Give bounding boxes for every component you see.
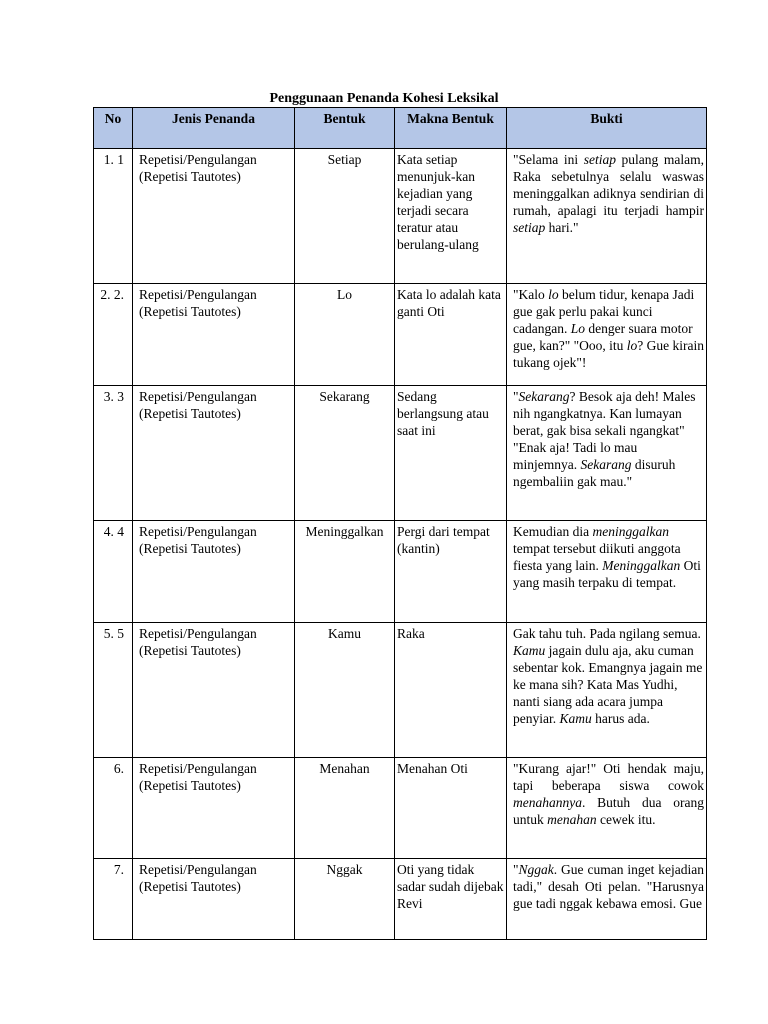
- cell-jenis: Repetisi/Pengulangan (Repetisi Tautotes): [133, 623, 295, 758]
- cell-bukti: "Kalo lo belum tidur, kenapa Jadi gue gak perlu pakai kunci cadangan. Lo denger suara motor gue, kan?" "Ooo, itu lo? Gue kirain tukang ojek"!: [507, 284, 707, 386]
- table-row: [94, 386, 707, 521]
- cell-makna: Oti yang tidak sadar sudah dijebak Revi: [395, 859, 507, 940]
- cell-no: 6.: [94, 758, 133, 859]
- table-row: [94, 521, 707, 623]
- cell-no: 3. 3: [94, 386, 133, 521]
- header-bentuk: Bentuk: [295, 108, 395, 149]
- cell-bentuk: Kamu: [295, 623, 395, 758]
- cell-makna: Kata lo adalah kata ganti Oti: [395, 284, 507, 386]
- cohesion-table: [93, 107, 707, 940]
- cell-makna: Pergi dari tempat (kantin): [395, 521, 507, 623]
- header-row: [94, 108, 707, 149]
- cell-no: 4. 4: [94, 521, 133, 623]
- cell-jenis: Repetisi/Pengulangan (Repetisi Tautotes): [133, 386, 295, 521]
- cell-bukti: "Sekarang? Besok aja deh! Males nih ngangkatnya. Kan lumayan berat, gak bisa sekali ngangkat" "Enak aja! Tadi lo mau minjemnya. Sekarang disuruh ngembaliin gak mau.": [507, 386, 707, 521]
- table-row: [94, 623, 707, 758]
- cell-jenis: Repetisi/Pengulangan (Repetisi Tautotes): [133, 859, 295, 940]
- cell-no: 5. 5: [94, 623, 133, 758]
- cell-bentuk: Sekarang: [295, 386, 395, 521]
- table-row: [94, 149, 707, 284]
- table-row: [94, 284, 707, 386]
- cell-no: 7.: [94, 859, 133, 940]
- cell-jenis: Repetisi/Pengulangan (Repetisi Tautotes): [133, 758, 295, 859]
- cell-bukti: "Nggak. Gue cuman inget kejadian tadi," desah Oti pelan. "Harusnya gue tadi nggak kebawa emosi. Gue: [507, 859, 707, 940]
- table-title: Penggunaan Penanda Kohesi Leksikal: [269, 91, 499, 106]
- cell-makna: Menahan Oti: [395, 758, 507, 859]
- cell-no: 2. 2.: [94, 284, 133, 386]
- cell-makna: Kata setiap menunjuk-kan kejadian yang terjadi secara teratur atau berulang-ulang: [395, 149, 507, 284]
- table-row: [94, 859, 707, 940]
- header-no: No: [94, 108, 133, 149]
- cell-makna: Sedang berlangsung atau saat ini: [395, 386, 507, 521]
- header-jenis: Jenis Penanda: [133, 108, 295, 149]
- table-row: [94, 758, 707, 859]
- cell-no: 1. 1: [94, 149, 133, 284]
- cell-bentuk: Setiap: [295, 149, 395, 284]
- cell-bentuk: Nggak: [295, 859, 395, 940]
- cell-bentuk: Lo: [295, 284, 395, 386]
- cell-jenis: Repetisi/Pengulangan (Repetisi Tautotes): [133, 521, 295, 623]
- cell-jenis: Repetisi/Pengulangan (Repetisi Tautotes): [133, 149, 295, 284]
- header-bukti: Bukti: [507, 108, 707, 149]
- cell-jenis: Repetisi/Pengulangan (Repetisi Tautotes): [133, 284, 295, 386]
- cell-makna: Raka: [395, 623, 507, 758]
- cell-bukti: "Selama ini setiap pulang malam, Raka sebetulnya selalu waswas meninggalkan adiknya sendirian di rumah, apalagi itu terjadi hampir setiap hari.": [507, 149, 707, 284]
- cell-bukti: Kemudian dia meninggalkan tempat tersebut diikuti anggota fiesta yang lain. Meninggalkan Oti yang masih terpaku di tempat.: [507, 521, 707, 623]
- cell-bukti: Gak tahu tuh. Pada ngilang semua. Kamu jagain dulu aja, aku cuman sebentar kok. Emangnya jagain me ke mana sih? Kata Mas Yudhi, nanti siang ada acara jumpa penyiar. Kamu harus ada.: [507, 623, 707, 758]
- cell-bentuk: Meninggalkan: [295, 521, 395, 623]
- header-makna: Makna Bentuk: [395, 108, 507, 149]
- cell-bukti: "Kurang ajar!" Oti hendak maju, tapi beberapa siswa cowok menahannya. Butuh dua orang untuk menahan cewek itu.: [507, 758, 707, 859]
- cell-bentuk: Menahan: [295, 758, 395, 859]
